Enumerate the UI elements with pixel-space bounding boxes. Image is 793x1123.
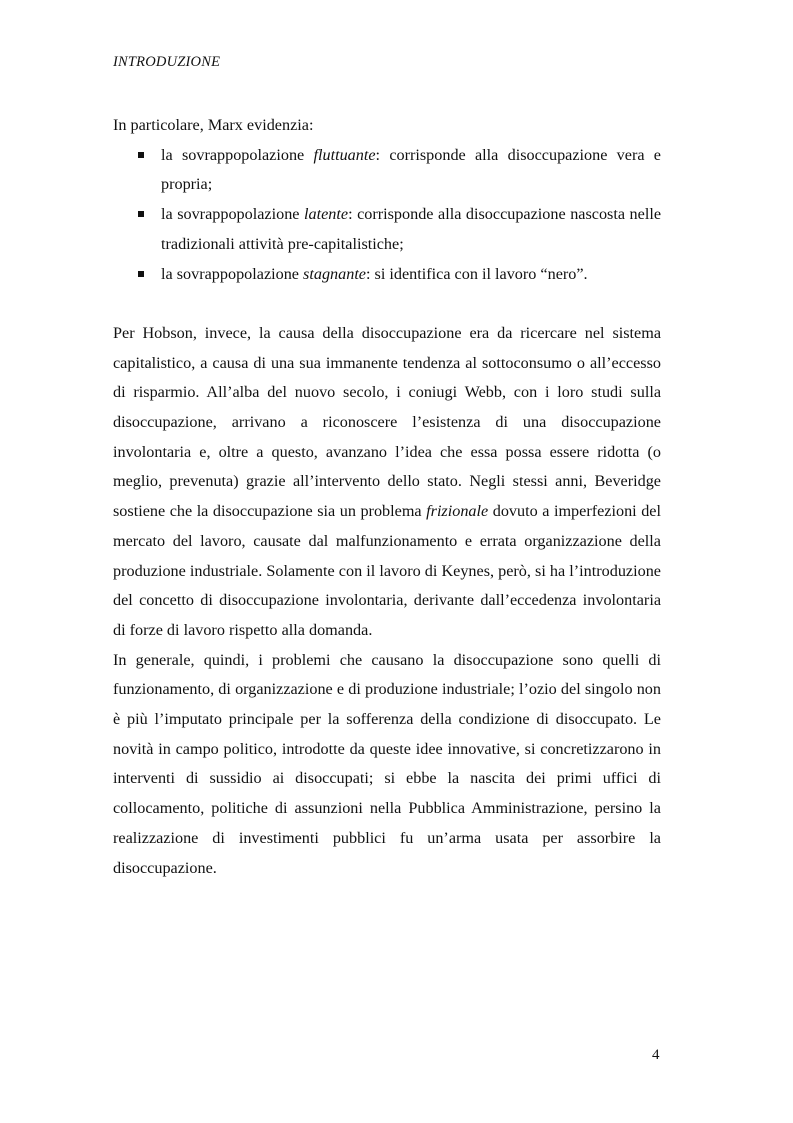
paragraph-hobson-keynes — [113, 319, 661, 646]
bullet-text-after: : si identifica con il lavoro “nero”. — [366, 264, 588, 283]
bullet-text-after: : corrisponde alla disoccupazione vera e propria; — [161, 145, 661, 194]
bullet-term: fluttuante — [313, 145, 376, 164]
square-bullet-icon — [138, 152, 144, 158]
bullet-text-before: la sovrappopolazione — [161, 205, 304, 224]
bullet-text-after: : corrisponde alla disoccupazione nascosta nelle tradizionali attività pre-capitalistiche; — [161, 205, 662, 253]
body-text — [113, 111, 661, 883]
bullet-term: stagnante — [303, 264, 366, 283]
bullet-item-latente — [113, 200, 661, 259]
square-bullet-icon — [138, 271, 144, 277]
bullet-term: latente — [304, 205, 349, 224]
bullet-list — [113, 141, 661, 290]
square-bullet-icon — [138, 211, 144, 217]
paragraph-term-frizionale: frizionale — [426, 502, 489, 521]
paragraph-summary: In generale, quindi, i problemi che causano la disoccupazione sono quelli di funzionamento, di organizzazione e di produzione industriale; l’ozio del singolo non è più l’imputato principale per la sofferenza della condizione di disoccupato. Le novità in campo politico, introdotte da queste idee innovative, si concretizzarono in interventi di sussidio ai disoccupati; si ebbe la nascita dei primi uffici di collocamento, politiche di assunzioni nella Pubblica Amministrazione, persino la realizzazione di investimenti pubblici fu un’arma usata per assorbire la disoccupazione. — [113, 650, 661, 877]
bullet-item-fluttuante — [113, 141, 661, 200]
bullet-text-before: la sovrappopolazione — [161, 145, 314, 164]
paragraph-text-part2: dovuto a imperfezioni del mercato del lavoro, causate dal malfunzionamento e errata organizzazione della produzione industriale. Solamente con il lavoro di Keynes, però, si ha l’introduzione del concetto di disoccupazione involontaria, derivante dall’eccedenza involontaria di forze di lavoro rispetto alla domanda. — [113, 502, 661, 639]
running-header-title: INTRODUZIONE — [113, 54, 221, 70]
bullet-text-before: la sovrappopolazione — [161, 264, 304, 283]
intro-sentence: In particolare, Marx evidenzia: — [113, 116, 314, 134]
page-number: 4 — [652, 1047, 660, 1063]
bullet-item-stagnante — [113, 260, 661, 290]
paragraph-text-part1: Per Hobson, invece, la causa della disoccupazione era da ricercare nel sistema capitalistico, a causa di una sua immanente tendenza al sottoconsumo o all’eccesso di risparmio. All’alba del nuovo secolo, i coniugi Webb, con i loro studi sulla disoccupazione, arrivano a riconoscere l’esistenza di una disoccupazione involontaria e, oltre a questo, avanzano l’idea che essa possa essere ridotta (o meglio, prevenuta) grazie all’intervento dello stato. Negli stessi anni, Beveridge sostiene che la disoccupazione sia un problema — [113, 323, 661, 521]
